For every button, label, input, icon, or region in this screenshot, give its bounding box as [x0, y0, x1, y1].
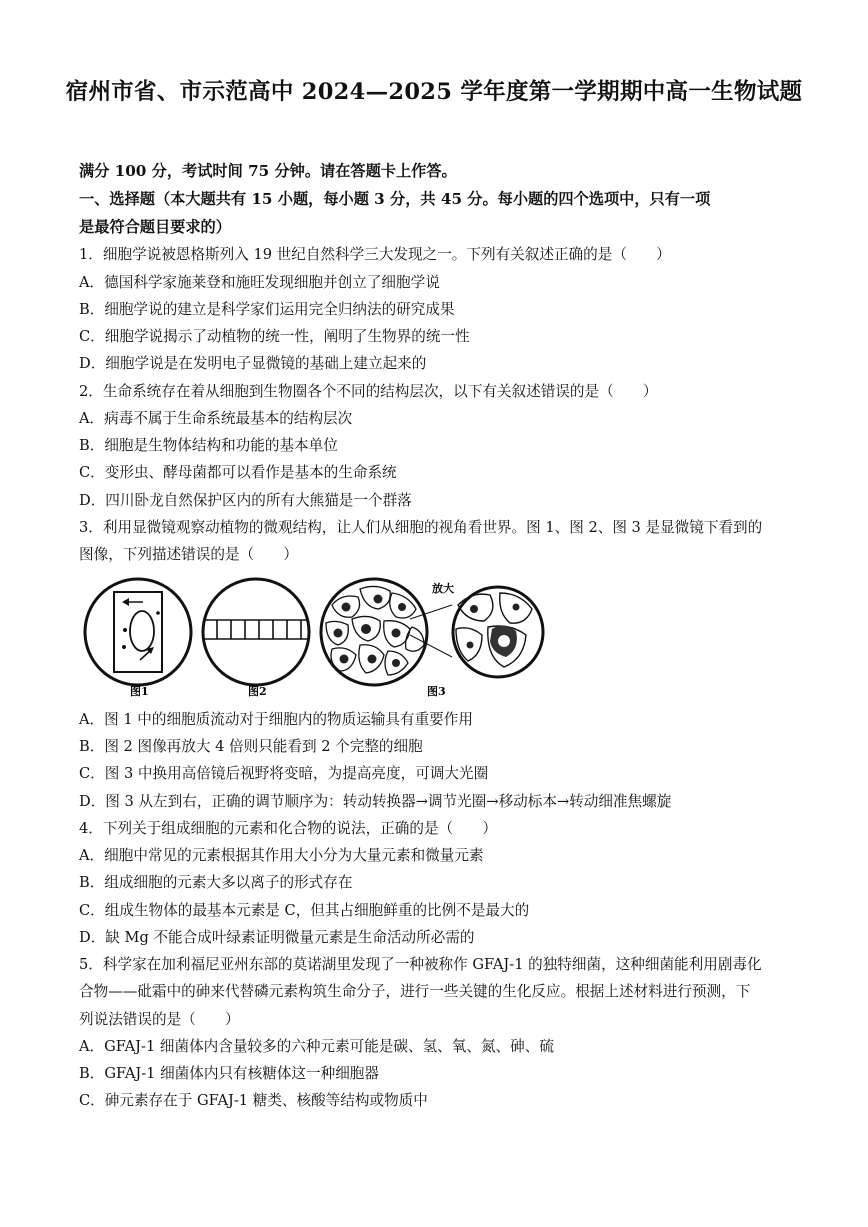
section-heading-cont: 是最符合题目要求的） — [79, 218, 231, 236]
figure-3-caption: 图3 — [427, 685, 446, 698]
question-2-option-c: C．变形虫、酵母菌都可以看作是基本的生命系统 — [79, 464, 397, 481]
question-2-stem: 2．生命系统存在着从细胞到生物圈各个不同的结构层次，以下有关叙述错误的是（ ） — [79, 383, 658, 400]
question-5-stem-cont: 合物——砒霜中的砷来代替磷元素构筑生命分子，进行一些关键的生化反应。根据上述材料进行预测，下 — [79, 983, 751, 1000]
question-3-option-d: D．图 3 从左到右，正确的调节顺序为：转动转换器→调节光圈→移动标本→转动细准焦螺旋 — [79, 793, 672, 810]
page-title: 宿州市省、市示范高中 2024—2025 学年度第一学期期中高一生物试题 — [65, 79, 803, 105]
question-1-option-c: C．细胞学说揭示了动植物的统一性，阐明了生物界的统一性 — [79, 328, 470, 345]
question-4-stem: 4．下列关于组成细胞的元素和化合物的说法，正确的是（ ） — [79, 820, 497, 837]
question-4-option-c: C．组成生物体的最基本元素是 C，但其占细胞鲜重的比例不是最大的 — [79, 902, 530, 919]
question-1-stem: 1．细胞学说被恩格斯列入 19 世纪自然科学三大发现之一。下列有关叙述正确的是（ ） — [79, 246, 671, 263]
question-3-stem: 3．利用显微镜观察动植物的微观结构，让人们从细胞的视角看世界。图 1、图 2、图 3 是显微镜下看到的 — [79, 519, 763, 536]
question-5-option-a: A．GFAJ-1 细菌体内含量较多的六种元素可能是碳、氢、氧、氮、砷、硫 — [79, 1038, 554, 1055]
figure-3-magnify-label: 放大 — [432, 582, 454, 595]
figure-1-caption: 图1 — [130, 685, 149, 698]
question-4-option-a: A．细胞中常见的元素根据其作用大小分为大量元素和微量元素 — [79, 847, 484, 864]
exam-intro: 满分 100 分，考试时间 75 分钟。请在答题卡上作答。 — [79, 162, 457, 180]
question-5-option-c: C．砷元素存在于 GFAJ-1 糖类、核酸等结构或物质中 — [79, 1092, 428, 1109]
question-2-option-a: A．病毒不属于生命系统最基本的结构层次 — [79, 410, 353, 427]
question-5-stem: 5．科学家在加利福尼亚州东部的莫诺湖里发现了一种被称作 GFAJ-1 的独特细菌，这种细菌能利用剧毒化 — [79, 956, 762, 973]
question-2-option-b: B．细胞是生物体结构和功能的基本单位 — [79, 437, 338, 454]
question-2-option-d: D．四川卧龙自然保护区内的所有大熊猫是一个群落 — [79, 492, 412, 509]
question-1-option-b: B．细胞学说的建立是科学家们运用完全归纳法的研究成果 — [79, 301, 455, 318]
question-3-option-c: C．图 3 中换用高倍镜后视野将变暗，为提高亮度，可调大光圈 — [79, 765, 489, 782]
figure-1-cell — [85, 579, 191, 685]
figure-2-caption: 图2 — [248, 685, 267, 698]
question-4-option-b: B．组成细胞的元素大多以离子的形式存在 — [79, 874, 353, 891]
question-3-option-b: B．图 2 图像再放大 4 倍则只能看到 2 个完整的细胞 — [79, 738, 423, 755]
figure-3-high-power — [453, 587, 543, 677]
question-5-stem-cont-2: 列说法错误的是（ ） — [79, 1011, 240, 1028]
section-heading: 一、选择题（本大题共有 15 小题，每小题 3 分，共 45 分。每小题的四个选项中，只有一项 — [79, 190, 711, 208]
question-1-option-d: D．细胞学说是在发明电子显微镜的基础上建立起来的 — [79, 355, 427, 372]
figure-2-cell-row — [203, 579, 309, 685]
microscope-figures — [80, 575, 550, 700]
question-4-option-d: D．缺 Mg 不能合成叶绿素证明微量元素是生命活动所必需的 — [79, 929, 475, 946]
question-3-stem-cont: 图像，下列描述错误的是（ ） — [79, 546, 298, 563]
question-3-option-a: A．图 1 中的细胞质流动对于细胞内的物质运输具有重要作用 — [79, 711, 473, 728]
question-1-option-a: A．德国科学家施莱登和施旺发现细胞并创立了细胞学说 — [79, 274, 440, 291]
question-5-option-b: B．GFAJ-1 细菌体内只有核糖体这一种细胞器 — [79, 1065, 379, 1082]
